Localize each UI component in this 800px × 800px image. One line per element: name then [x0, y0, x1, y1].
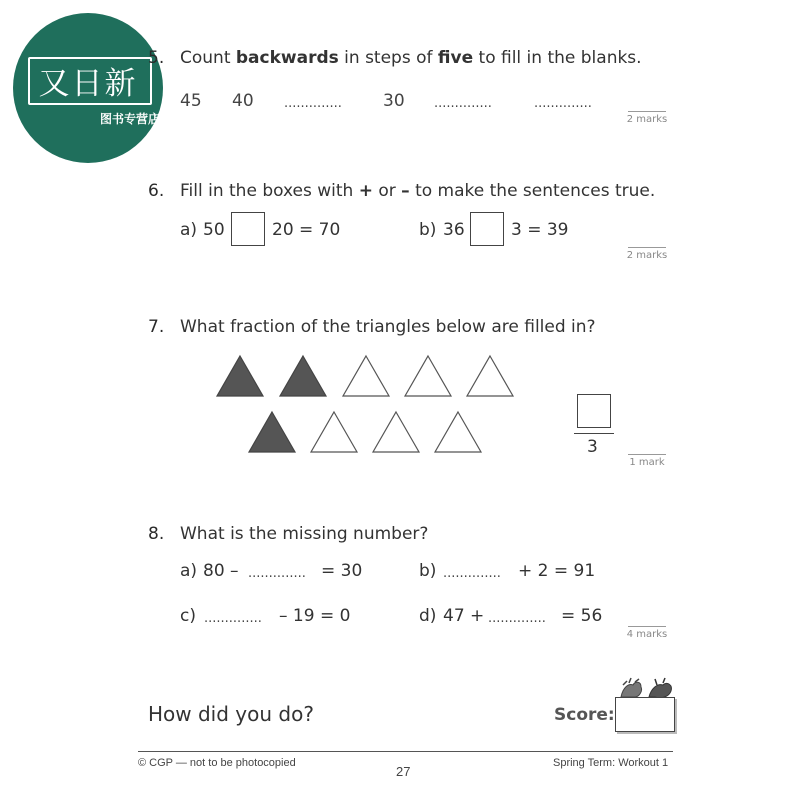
q6b-answer-box[interactable]: [470, 212, 504, 246]
store-logo-title: 又日新: [38, 66, 138, 102]
q8b-label: b): [419, 561, 437, 581]
store-logo-subtitle: 图书专营店: [99, 112, 160, 126]
q8a-label: a): [180, 561, 198, 581]
q6b-right: 3 = 39: [511, 220, 569, 240]
q5-marks: 2 marks: [626, 114, 668, 125]
q5-blank-3[interactable]: ..............: [534, 96, 592, 111]
q6b-left: 36: [443, 220, 465, 240]
triangle-empty: [467, 356, 513, 396]
q6a-label: a): [180, 220, 198, 240]
q5-seq-1: 45: [180, 91, 202, 111]
q5-marks-line: [628, 111, 666, 112]
page-number: 27: [396, 764, 411, 779]
q8b-blank[interactable]: ..............: [443, 566, 501, 581]
q8c-label: c): [180, 606, 196, 626]
q8a-after: = 30: [321, 561, 363, 581]
q8c-blank[interactable]: ..............: [204, 611, 262, 626]
q8a-before: 80 –: [203, 561, 239, 581]
score-label: Score:: [554, 705, 615, 725]
triangle-empty: [311, 412, 357, 452]
q8d-before: 47 +: [443, 606, 485, 626]
footer-rule: [138, 751, 673, 752]
q6-number: 6.: [148, 181, 165, 201]
q6a-left: 50: [203, 220, 225, 240]
q6-marks: 2 marks: [626, 250, 668, 261]
q5-blank-1[interactable]: ..............: [284, 96, 342, 111]
q8b-after: + 2 = 91: [518, 561, 596, 581]
triangle-empty: [343, 356, 389, 396]
q6b-label: b): [419, 220, 437, 240]
q8-text: What is the missing number?: [180, 524, 429, 544]
q5-blank-2[interactable]: ..............: [434, 96, 492, 111]
q6-text: Fill in the boxes with + or – to make the sentences true.: [180, 181, 656, 201]
q8a-blank[interactable]: ..............: [248, 566, 306, 581]
triangle-empty: [435, 412, 481, 452]
q8d-after: = 56: [561, 606, 603, 626]
q7-text: What fraction of the triangles below are filled in?: [180, 317, 596, 337]
q7-numerator-box[interactable]: [577, 394, 611, 428]
footer-copyright: © CGP — not to be photocopied: [138, 757, 296, 769]
triangle-filled: [217, 356, 263, 396]
q6a-right: 20 = 70: [272, 220, 341, 240]
triangles-figure: [210, 350, 530, 460]
footer-section: Spring Term: Workout 1: [553, 757, 669, 769]
q8c-after: – 19 = 0: [279, 606, 351, 626]
q8-marks: 4 marks: [626, 629, 668, 640]
q7-marks: 1 mark: [629, 457, 665, 468]
q5-seq-4: 30: [383, 91, 405, 111]
q8d-label: d): [419, 606, 437, 626]
q7-marks-line: [628, 454, 666, 455]
triangle-filled: [249, 412, 295, 452]
q8-number: 8.: [148, 524, 165, 544]
q5-text: Count backwards in steps of five to fill in the blanks.: [180, 48, 642, 68]
triangle-empty: [373, 412, 419, 452]
how-did-you-do: How did you do?: [148, 702, 314, 726]
q5-number: 5.: [148, 48, 165, 68]
q8-marks-line: [628, 626, 666, 627]
q7-fraction-bar: [574, 433, 614, 434]
q8d-blank[interactable]: ..............: [488, 611, 546, 626]
q7-number: 7.: [148, 317, 165, 337]
triangle-empty: [405, 356, 451, 396]
q7-denominator: 3: [587, 437, 598, 457]
score-box[interactable]: [615, 697, 675, 732]
q5-seq-2: 40: [232, 91, 254, 111]
q6a-answer-box[interactable]: [231, 212, 265, 246]
q6-marks-line: [628, 247, 666, 248]
triangle-filled: [280, 356, 326, 396]
